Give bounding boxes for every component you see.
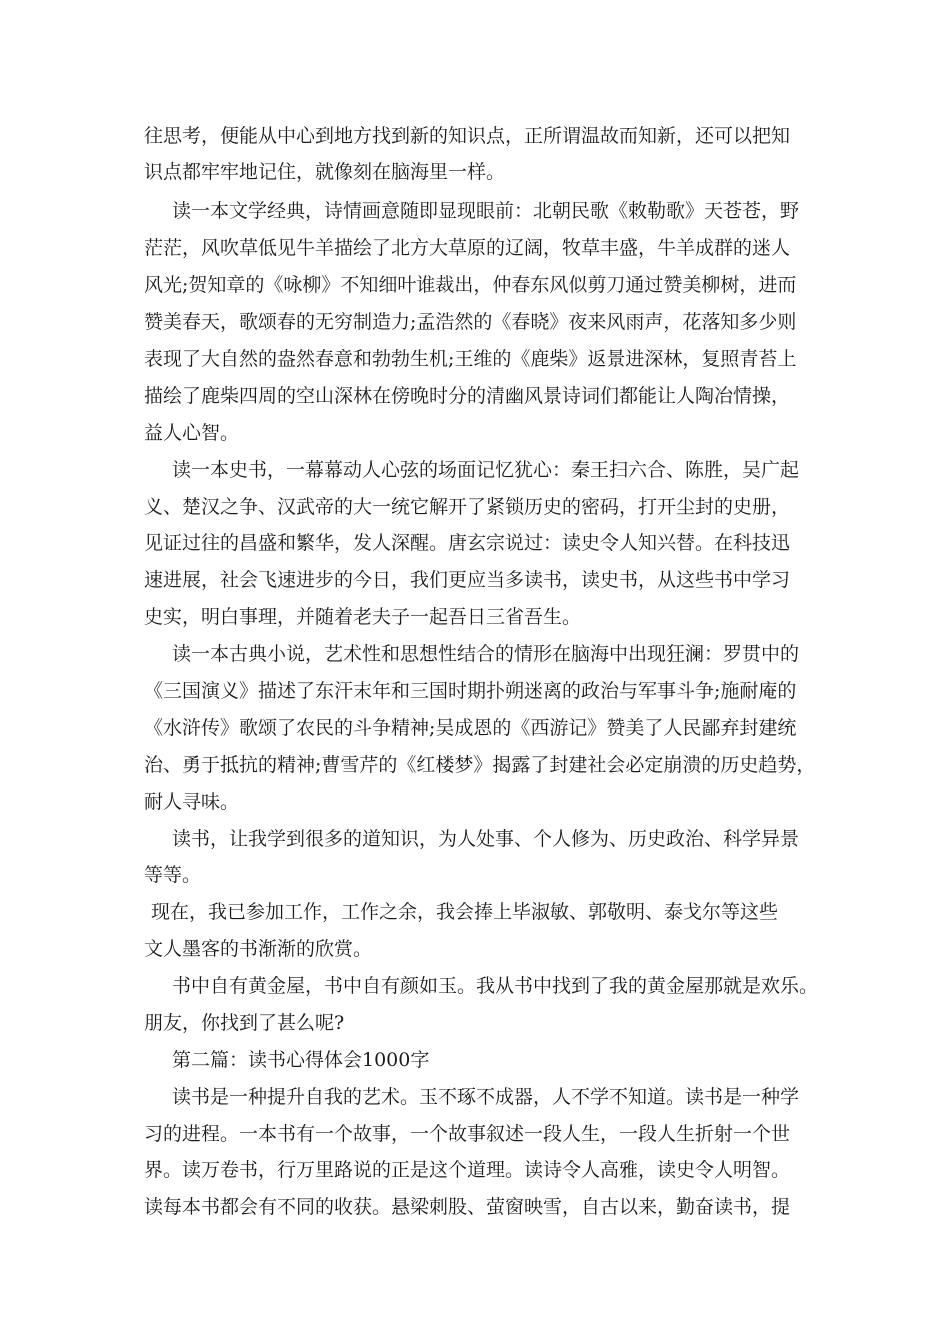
text-line: 等等。 xyxy=(144,864,202,886)
text-line: 识点都牢牢地记住，就像刻在脑海里一样。 xyxy=(144,161,506,183)
text-line: 界。读万卷书，行万里路说的正是这个道理。读诗令人高雅，读史令人明智。 xyxy=(144,1159,791,1181)
text-line: 治、勇于抵抗的精神;曹雪芹的《红楼梦》揭露了封建社会必定崩溃的历史趋势， xyxy=(144,754,816,776)
text-line: 习的进程。一本书有一个故事，一个故事叙述一段人生，一段人生折射一个世 xyxy=(144,1123,791,1145)
text-line: 文人墨客的书渐渐的欣赏。 xyxy=(144,938,373,960)
text-line: 描绘了鹿柴四周的空山深林在傍晚时分的清幽风景诗词们都能让人陶冶情操， xyxy=(144,385,791,407)
text-line: 往思考，便能从中心到地方找到新的知识点，正所谓温故而知新，还可以把知 xyxy=(144,125,791,147)
text-line: 表现了大自然的盎然春意和勃勃生机;王维的《鹿柴》返景进深林，复照青苔上 xyxy=(144,348,797,370)
text-line: 《水浒传》歌颂了农民的斗争精神;吴成恩的《西游记》赞美了人民鄙弃封建统 xyxy=(144,717,797,739)
text-line: 赞美春天，歌颂春的无穷制造力;孟浩然的《春晓》夜来风雨声，花落知多少则 xyxy=(144,311,797,333)
text-line: 现在，我已参加工作，工作之余，我会捧上毕淑敏、郭敬明、泰戈尔等这些 xyxy=(151,901,779,923)
text-line: 耐人寻味。 xyxy=(144,791,240,813)
text-line: 茫茫，风吹草低见牛羊描绘了北方大草原的辽阔，牧草丰盛，牛羊成群的迷人 xyxy=(144,237,791,259)
text-line: 读书是一种提升自我的艺术。玉不琢不成器，人不学不知道。读书是一种学 xyxy=(172,1086,800,1108)
text-line: 《三国演义》描述了东汗末年和三国时期扑朔迷离的政治与军事斗争;施耐庵的 xyxy=(144,680,797,702)
text-line: 见证过往的昌盛和繁华，发人深醒。唐玄宗说过：读史令人知兴替。在科技迅 xyxy=(144,532,791,554)
text-line: 读一本古典小说，艺术性和思想性结合的情形在脑海中出现狂澜：罗贯中的 xyxy=(172,643,800,665)
text-line: 速进展，社会飞速进步的今日，我们更应当多读书，读史书，从这些书中学习 xyxy=(144,569,791,591)
text-line: 读一本史书，一幕幕动人心弦的场面记忆犹心：秦王扫六合、陈胜，吴广起 xyxy=(172,459,800,481)
text-line: 书中自有黄金屋，书中自有颜如玉。我从书中找到了我的黄金屋那就是欢乐。 xyxy=(172,975,819,997)
text-line: 读一本文学经典，诗情画意随即显现眼前：北朝民歌《敕勒歌》天苍苍，野 xyxy=(172,200,800,222)
text-line: 读每本书都会有不同的收获。悬梁刺股、萤窗映雪，自古以来，勤奋读书，提 xyxy=(144,1196,791,1218)
text-line: 朋友，你找到了甚么呢? xyxy=(144,1012,345,1034)
text-line: 史实，明白事理，并随着老夫子一起吾日三省吾生。 xyxy=(144,606,582,628)
text-line: 益人心智。 xyxy=(144,422,240,444)
section-heading: 第二篇：读书心得体会1000字 xyxy=(172,1049,430,1071)
text-line: 风光;贺知章的《咏柳》不知细叶谁裁出，仲春东风似剪刀通过赞美柳树，进而 xyxy=(144,274,797,296)
text-line: 义、楚汉之争、汉武帝的大一统它解开了紧锁历史的密码，打开尘封的史册， xyxy=(144,496,791,518)
text-line: 读书，让我学到很多的道知识，为人处事、个人修为、历史政治、科学异景 xyxy=(172,828,800,850)
